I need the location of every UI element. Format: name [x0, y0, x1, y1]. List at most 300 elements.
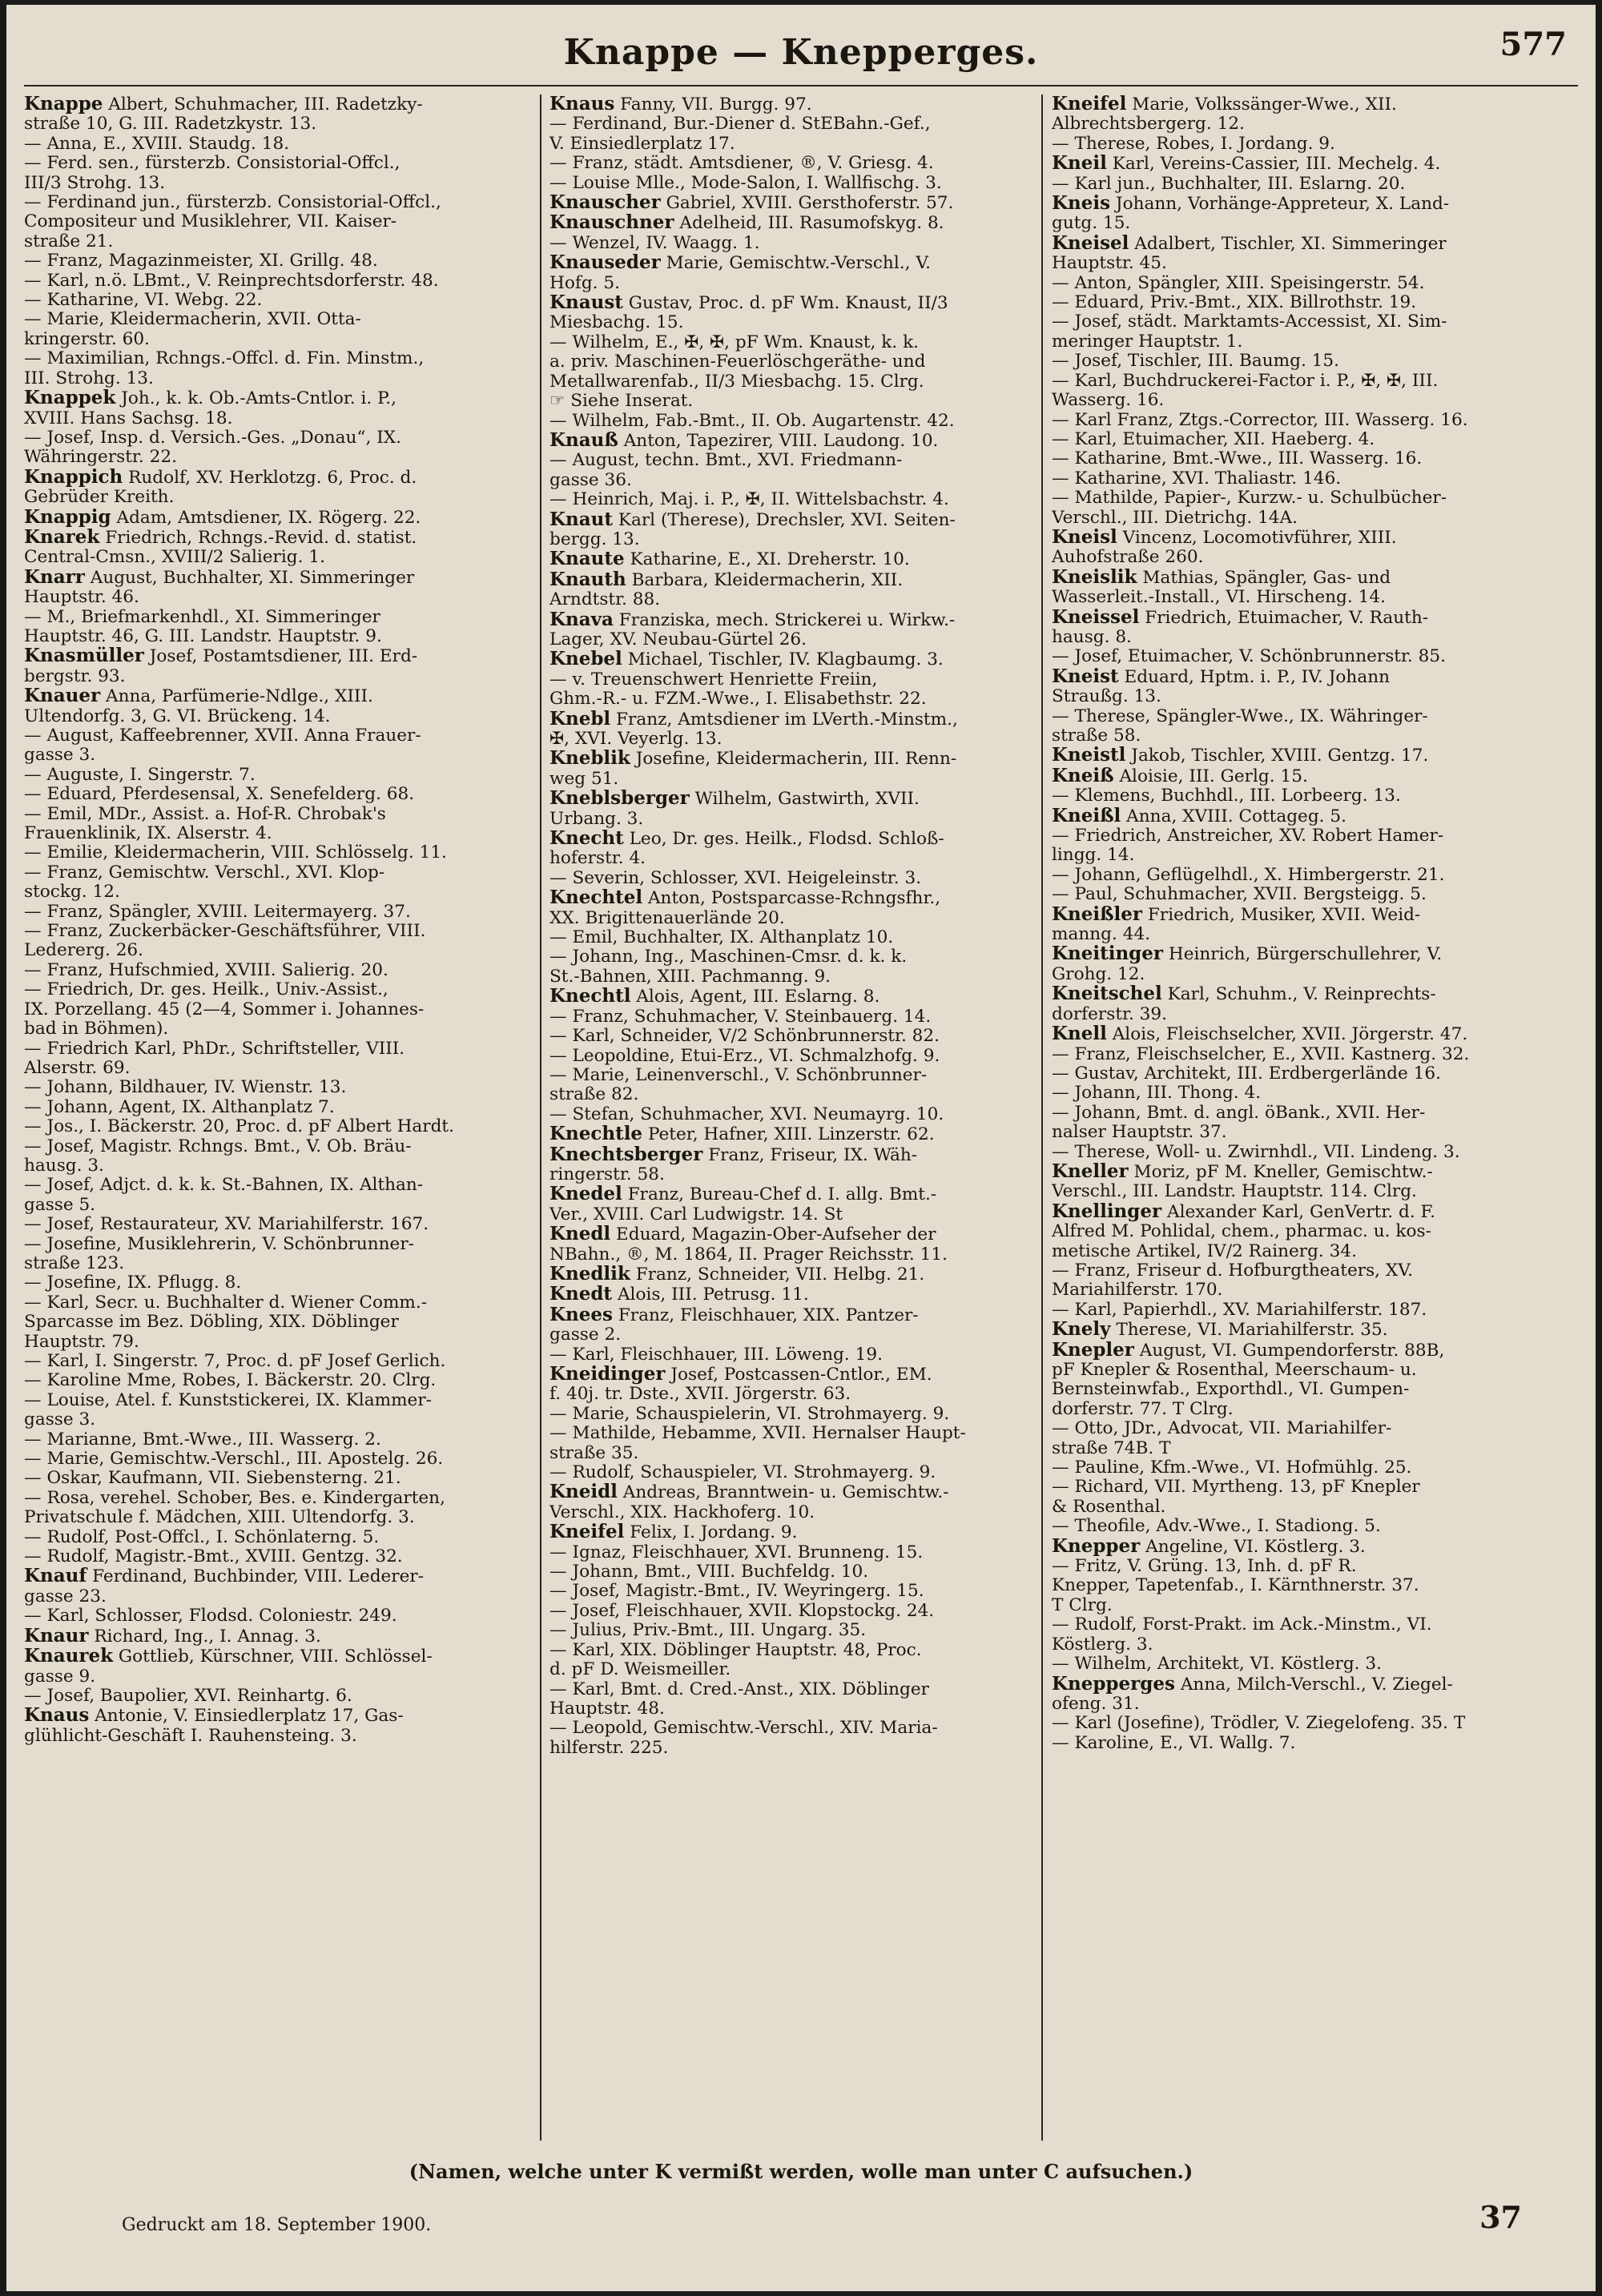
entry-line — [1052, 607, 1581, 628]
entry-line — [549, 729, 1051, 749]
entry-line — [549, 1424, 1051, 1444]
directory-entry — [549, 1305, 1054, 1345]
entry-text: — Friedrich, Anstreicher, XV. Robert Hamer- — [1052, 826, 1444, 846]
entry-text: hausg. 8. — [1052, 626, 1132, 647]
entry-text: Anna, Parfümerie-Ndlge., XIII. — [105, 686, 373, 707]
entry-line — [549, 133, 1051, 154]
entry-line — [549, 352, 1051, 372]
directory-entry — [549, 1405, 1054, 1424]
directory-entry — [549, 888, 1054, 928]
directory-entry — [1052, 154, 1584, 174]
entry-text: Ver., XVIII. Carl Ludwigstr. 14. St — [549, 1204, 843, 1224]
directory-entry — [24, 922, 529, 961]
entry-line — [549, 213, 1051, 234]
directory-entry — [549, 1184, 1054, 1224]
entry-surname: Knaute — [549, 549, 625, 570]
entry-surname: Kneiß — [1052, 766, 1114, 786]
entry-line — [1052, 293, 1581, 313]
entry-text: — Mathilde, Hebamme, XVII. Hernalser Haupt- — [549, 1424, 966, 1444]
entry-text: III. Strohg. 13. — [24, 368, 154, 388]
directory-entry — [549, 1224, 1054, 1265]
entry-text: Knepper, Tapetenfab., I. Kärnthnerstr. 37. — [1052, 1575, 1419, 1596]
directory-entry — [1052, 608, 1584, 648]
entry-line — [24, 251, 525, 271]
entry-line — [549, 1522, 1051, 1543]
entry-line — [549, 272, 1051, 293]
entry-line — [549, 1737, 1051, 1758]
directory-entry — [1052, 786, 1584, 806]
entry-line — [1052, 587, 1581, 608]
directory-entry — [1052, 469, 1584, 489]
entry-line — [1052, 1634, 1581, 1655]
entry-text: — Karl jun., Buchhalter, III. Eslarng. 20. — [1052, 174, 1406, 194]
entry-line — [1052, 626, 1581, 647]
directory-entry — [549, 1424, 1054, 1463]
directory-entry — [24, 766, 529, 785]
entry-text: — Josef, Restaurateur, XV. Mariahilferstr. 167. — [24, 1215, 429, 1235]
directory-entry — [24, 1078, 529, 1097]
entry-text: straße 35. — [549, 1442, 639, 1463]
entry-text: Felix, I. Jordang. 9. — [630, 1522, 798, 1543]
directory-entry — [1052, 885, 1584, 904]
entry-text: — Franz, Hufschmied, XVIII. Salierig. 20. — [24, 960, 388, 980]
entry-line — [549, 1285, 1051, 1305]
entry-line — [24, 507, 525, 528]
directory-entry — [24, 154, 529, 193]
entry-surname: Knasmüller — [24, 646, 144, 667]
entry-line — [24, 882, 525, 903]
directory-entry — [1052, 1615, 1584, 1655]
entry-line — [549, 689, 1051, 710]
entry-surname: Kneisl — [1052, 527, 1117, 548]
directory-entry — [24, 1528, 529, 1547]
entry-text: Sparcasse im Bez. Döbling, XIX. Döblinger — [24, 1312, 399, 1333]
entry-text: Josef, Postcassen-Cntlor., EM. — [670, 1365, 932, 1385]
entry-line — [24, 1527, 525, 1547]
entry-text: August, VI. Gumpendorferstr. 88B, — [1139, 1340, 1445, 1361]
entry-surname: Kneitschel — [1052, 984, 1162, 1005]
entry-line — [24, 665, 525, 686]
entry-line — [24, 527, 525, 548]
page-title: Knappe — Knepperges. — [563, 32, 1039, 73]
entry-line — [24, 1488, 525, 1508]
entry-text: — Rudolf, Post-Offcl., I. Schönlaterng. 5. — [24, 1527, 380, 1547]
directory-entry — [24, 726, 529, 766]
directory-entry — [24, 961, 529, 980]
directory-entry — [24, 508, 529, 528]
entry-text: Johann, Vorhänge-Appreteur, X. Land- — [1115, 194, 1450, 215]
directory-entry — [24, 349, 529, 388]
entry-text: Urbang. 3. — [549, 808, 644, 829]
entry-line — [1052, 1103, 1581, 1123]
entry-line — [1052, 1142, 1581, 1162]
entry-text: — Emil, Buchhalter, IX. Althanplatz 10. — [549, 928, 894, 948]
directory-entry — [1052, 1537, 1584, 1557]
entry-line — [1052, 1693, 1581, 1714]
entry-text: — Johann, Bildhauer, IV. Wienstr. 13. — [24, 1078, 347, 1098]
directory-entry — [1052, 94, 1584, 135]
entry-line — [24, 1176, 525, 1196]
entry-line — [1052, 1024, 1581, 1045]
entry-line — [1052, 1320, 1581, 1341]
entry-line — [549, 1325, 1051, 1345]
entry-text: Anton, Postsparcasse-Rchngsfhr., — [647, 888, 941, 909]
entry-line — [549, 1046, 1051, 1066]
directory-entry — [24, 1117, 529, 1136]
directory-entry — [1052, 194, 1584, 234]
entry-line — [24, 193, 525, 213]
directory-entry — [549, 1007, 1054, 1027]
entry-text: — Marie, Leinenverschl., V. Schönbrunner- — [549, 1065, 928, 1085]
entry-line — [549, 589, 1051, 610]
directory-entry — [549, 1562, 1054, 1582]
entry-line — [549, 1404, 1051, 1424]
directory-entry — [24, 686, 529, 726]
entry-line — [549, 509, 1051, 530]
directory-entry — [24, 1352, 529, 1371]
entry-text: Adelheid, III. Rasumofskyg. 8. — [679, 213, 944, 234]
entry-line — [549, 1065, 1051, 1085]
directory-entry — [1052, 489, 1584, 528]
entry-text: Wasserleit.-Install., VI. Hirscheng. 14. — [1052, 587, 1386, 608]
entry-text: — Fritz, V. Grüng. 13, Inh. d. pF R. — [1052, 1557, 1357, 1577]
directory-entry — [1052, 1045, 1584, 1064]
entry-surname: Kneller — [1052, 1161, 1129, 1182]
directory-entry — [24, 568, 529, 608]
directory-entry — [24, 1606, 529, 1626]
entry-text: III/3 Strohg. 13. — [24, 172, 166, 193]
directory-entry — [549, 431, 1054, 451]
directory-entry — [549, 1124, 1054, 1144]
entry-text: — Karoline Mme, Robes, I. Bäckerstr. 20. Clrg. — [24, 1371, 437, 1391]
entry-line — [549, 947, 1051, 967]
entry-surname: Knees — [549, 1305, 613, 1325]
entry-text: — Katharine, XVI. Thaliastr. 146. — [1052, 468, 1342, 489]
entry-text: — Anna, E., XVIII. Staudg. 18. — [24, 134, 290, 154]
column-divider — [540, 94, 541, 2141]
entry-text: — Josef, Insp. d. Versich.-Ges. „Donau“, IX. — [24, 428, 401, 448]
entry-text: gasse 3. — [24, 745, 96, 766]
directory-entry — [24, 1706, 529, 1746]
entry-line — [1052, 233, 1581, 254]
entry-text: Bernsteinwfab., Exporthdl., VI. Gumpen- — [1052, 1379, 1410, 1400]
entry-text: August, Buchhalter, XI. Simmeringer — [90, 567, 415, 588]
entry-line — [1052, 885, 1581, 905]
entry-line — [1052, 1615, 1581, 1635]
directory-entry — [24, 1430, 529, 1450]
directory-entry — [549, 1285, 1054, 1305]
entry-text: — Auguste, I. Singerstr. 7. — [24, 765, 256, 785]
entry-line — [1052, 1398, 1581, 1419]
directory-entry — [549, 213, 1054, 233]
entry-text: Anna, Milch-Verschl., V. Ziegel- — [1180, 1674, 1453, 1695]
entry-line — [549, 789, 1051, 810]
entry-line — [1052, 924, 1581, 945]
entry-line — [1052, 666, 1581, 687]
directory-entry — [1052, 944, 1584, 984]
entry-line — [1052, 1496, 1581, 1517]
entry-line — [24, 1390, 525, 1410]
entry-text: — Josef, Magistr. Rchngs. Bmt., V. Ob. Bräu- — [24, 1136, 412, 1156]
entry-text: dorferstr. 77. T Clrg. — [1052, 1398, 1234, 1419]
entry-text: Vincenz, Locomotivführer, XIII. — [1122, 527, 1397, 548]
directory-entry — [1052, 234, 1584, 274]
directory-entry — [24, 1566, 529, 1606]
entry-surname: Kneblik — [549, 749, 630, 770]
entry-text: — Oskar, Kaufmann, VII. Siebensterng. 21. — [24, 1469, 401, 1489]
entry-surname: Kneil — [1052, 154, 1107, 175]
entry-surname: Knappig — [24, 507, 111, 528]
entry-text: ✠, XVI. Veyerlg. 13. — [549, 729, 723, 749]
entry-surname: Knava — [549, 609, 614, 630]
entry-line — [24, 1293, 525, 1313]
entry-line — [549, 1204, 1051, 1224]
entry-text: Rudolf, XV. Herklotzg. 6, Proc. d. — [128, 467, 417, 488]
entry-line — [24, 1429, 525, 1450]
entry-text: ☞ Siehe Inserat. — [549, 392, 694, 412]
entry-surname: Knechtsberger — [549, 1144, 703, 1165]
entry-surname: Kneissel — [1052, 607, 1140, 628]
entry-line — [549, 293, 1051, 314]
entry-line — [549, 1719, 1051, 1739]
entry-text: Eduard, Hptm. i. P., IV. Johann — [1124, 666, 1391, 687]
entry-surname: Knaut — [549, 509, 613, 530]
entry-text: Auhofstraße 260. — [1052, 547, 1204, 568]
entry-line — [549, 1144, 1051, 1165]
entry-text: gasse 3. — [24, 1409, 96, 1430]
entry-text: — Franz, Spängler, XVIII. Leitermayerg. 37. — [24, 902, 411, 922]
directory-entry — [1052, 746, 1584, 766]
entry-text: Leo, Dr. ges. Heilk., Flodsd. Schloß- — [629, 829, 944, 850]
entry-text: Katharine, E., XI. Dreherstr. 10. — [630, 549, 910, 570]
entry-text: — Josef, Magistr.-Bmt., IV. Weyringerg. 15. — [549, 1582, 924, 1602]
entry-line — [549, 649, 1051, 670]
entry-line — [1052, 1161, 1581, 1182]
entry-line — [24, 1507, 525, 1528]
entry-surname: Knepper — [1052, 1536, 1141, 1557]
entry-text: gasse 2. — [549, 1325, 622, 1345]
page-number: 577 — [1499, 26, 1567, 63]
entry-line — [1052, 1122, 1581, 1143]
entry-text: — Katharine, VI. Webg. 22. — [24, 291, 263, 311]
entry-line — [549, 1007, 1051, 1027]
entry-text: Michael, Tischler, IV. Klagbaumg. 3. — [627, 649, 944, 670]
entry-line — [24, 467, 525, 488]
entry-text: — Karl, Bmt. d. Cred.-Anst., XIX. Döblinger — [549, 1679, 929, 1699]
directory-entry — [24, 1469, 529, 1488]
entry-line — [1052, 213, 1581, 234]
entry-text: ringerstr. 58. — [549, 1164, 665, 1184]
entry-surname: Knauß — [549, 430, 618, 451]
entry-text: pF Knepler & Rosenthal, Meerschaum- u. — [1052, 1360, 1417, 1380]
directory-entry — [549, 987, 1054, 1007]
entry-text: a. priv. Maschinen-Feuerlöschgeräthe- und — [549, 352, 926, 372]
directory-entry — [1052, 647, 1584, 666]
entry-text: — Friedrich Karl, PhDr., Schriftsteller, VIII. — [24, 1039, 405, 1059]
entry-surname: Knauer — [24, 686, 101, 707]
entry-text: — Severin, Schlosser, XVI. Heigeleinstr. 3. — [549, 868, 922, 888]
directory-entry — [1052, 1024, 1584, 1044]
entry-line — [1052, 134, 1581, 154]
entry-text: — Johann, Ing., Maschinen-Cmsr. d. k. k. — [549, 947, 908, 967]
entry-line — [1052, 527, 1581, 548]
directory-entry — [549, 570, 1054, 610]
entry-text: — Josefine, IX. Pflugg. 8. — [24, 1273, 242, 1293]
entry-line — [549, 1502, 1051, 1522]
directory-entry — [1052, 826, 1584, 866]
directory-entry — [24, 310, 529, 349]
entry-line — [24, 1312, 525, 1333]
directory-entry — [24, 1489, 529, 1528]
entry-text: — Louise Mlle., Mode-Salon, I. Wallfischg. 3. — [549, 173, 942, 193]
entry-line — [549, 1582, 1051, 1602]
directory-entry — [24, 135, 529, 154]
entry-line — [1052, 547, 1581, 568]
entry-line — [1052, 1064, 1581, 1084]
entry-line — [549, 549, 1051, 570]
entry-text: — Karl, Schneider, V/2 Schönbrunnerstr. 82. — [549, 1027, 940, 1047]
entry-line — [24, 271, 525, 291]
entry-text: — Karl, I. Singerstr. 7, Proc. d. pF Josef Gerlich. — [24, 1352, 446, 1371]
entry-text: Joh., k. k. Ob.-Amts-Cntlor. i. P., — [121, 388, 397, 409]
entry-line — [24, 625, 525, 646]
entry-text: — Rosa, verehel. Schober, Bes. e. Kindergarten, — [24, 1488, 445, 1508]
entry-line — [549, 629, 1051, 649]
entry-text: — Franz, Fleischselcher, E., XVII. Kastnerg. 32. — [1052, 1044, 1470, 1064]
entry-line — [1052, 371, 1581, 391]
directory-entry — [24, 193, 529, 251]
directory-entry — [549, 928, 1054, 947]
entry-text: — Ferdinand jun., fürsterzb. Consistorial-Offcl., — [24, 193, 441, 213]
directory-entry — [24, 251, 529, 271]
entry-text: Alois, Fleischselcher, XVII. Jörgerstr. 47. — [1112, 1024, 1468, 1045]
entry-text: lingg. 14. — [1052, 845, 1135, 866]
entry-text: — Johann, Bmt. d. angl. öBank., XVII. Her- — [1052, 1103, 1426, 1123]
entry-line — [24, 726, 525, 746]
entry-text: Central-Cmsn., XVIII/2 Salierig. 1. — [24, 547, 325, 568]
entry-text: Angeline, VI. Köstlerg. 3. — [1145, 1536, 1366, 1557]
directory-entry — [549, 1582, 1054, 1601]
entry-text: straße 21. — [24, 231, 114, 251]
entry-text: — Rudolf, Schauspieler, VI. Strohmayerg. 9. — [549, 1463, 936, 1483]
directory-entry — [549, 174, 1054, 193]
entry-line — [549, 1463, 1051, 1483]
directory-entry — [549, 1265, 1054, 1285]
entry-text: — Karl, Etuimacher, XII. Haeberg. 4. — [1052, 429, 1375, 449]
entry-line — [1052, 489, 1581, 509]
entry-line — [1052, 507, 1581, 528]
entry-line — [1052, 1655, 1581, 1675]
entry-line — [1052, 706, 1581, 726]
entry-text: Moriz, pF M. Kneller, Gemischtw.- — [1133, 1161, 1433, 1182]
entry-text: gasse 36. — [549, 469, 632, 490]
entry-line — [549, 154, 1051, 174]
entry-line — [24, 940, 525, 961]
entry-text: Alserstr. 69. — [24, 1057, 131, 1078]
entry-line — [549, 569, 1051, 590]
entry-line — [549, 609, 1051, 630]
entry-line — [1052, 429, 1581, 449]
entry-text: Hauptstr. 48. — [549, 1698, 665, 1719]
entry-line — [1052, 1557, 1581, 1577]
entry-line — [24, 1626, 525, 1647]
entry-text: Eduard, Magazin-Ober-Aufseher der — [616, 1224, 936, 1245]
entry-text: — Therese, Woll- u. Zwirnhdl., VII. Lindeng. 3. — [1052, 1142, 1460, 1162]
entry-surname: Knarr — [24, 567, 85, 588]
entry-line — [1052, 1261, 1581, 1281]
entry-line — [24, 1155, 525, 1176]
entry-text: — Karl, XIX. Döblinger Hauptstr. 48, Proc. — [549, 1640, 922, 1660]
entry-line — [549, 253, 1051, 274]
directory-entry — [24, 1215, 529, 1234]
entry-text: — Ferd. sen., fürsterzb. Consistorial-Offcl., — [24, 154, 400, 174]
entry-text: Verschl., III. Dietrichg. 14A. — [1052, 507, 1298, 528]
footer-note: (Namen, welche unter K vermißt werden, wolle man unter C aufsuchen.) — [409, 2160, 1193, 2183]
entry-line — [24, 447, 525, 468]
entry-text: T Clrg. — [1052, 1594, 1113, 1615]
directory-entry — [1052, 1458, 1584, 1478]
entry-line — [24, 1606, 525, 1627]
directory-entry — [549, 1680, 1054, 1719]
entry-text: — Pauline, Kfm.-Wwe., VI. Hofmühlg. 25. — [1052, 1458, 1412, 1478]
directory-entry — [24, 1627, 529, 1647]
entry-text: straße 10, G. III. Radetzkystr. 13. — [24, 114, 317, 135]
directory-entry — [549, 670, 1054, 710]
entry-text: — Johann, III. Thong. 4. — [1052, 1084, 1262, 1104]
entry-line — [24, 1253, 525, 1273]
entry-line — [24, 980, 525, 1000]
entry-text: weg 51. — [549, 768, 619, 789]
entry-line — [549, 1562, 1051, 1582]
entry-text: Marie, Gemischtw.-Verschl., V. — [666, 253, 932, 274]
entry-text: Friedrich, Etuimacher, V. Rauth- — [1145, 607, 1429, 628]
directory-entry — [1052, 372, 1584, 411]
entry-text: Aloisie, III. Gerlg. 15. — [1119, 766, 1308, 786]
entry-line — [1052, 786, 1581, 806]
entry-text: Anna, XVIII. Cottageg. 5. — [1126, 806, 1346, 826]
entry-text: Karl, Vereins-Cassier, III. Mechelg. 4. — [1112, 154, 1441, 175]
entry-text: Verschl., III. Landstr. Hauptstr. 114. Clrg. — [1052, 1181, 1417, 1202]
entry-line — [549, 1679, 1051, 1699]
entry-text: Albrechtsbergerg. 12. — [1052, 114, 1245, 135]
entry-text: XVIII. Hans Sachsg. 18. — [24, 408, 233, 428]
entry-text: — Karoline, E., VI. Wallg. 7. — [1052, 1733, 1296, 1753]
entry-text: — August, Kaffeebrenner, XVII. Anna Frauer- — [24, 726, 421, 746]
entry-line — [24, 1666, 525, 1687]
entry-line — [549, 1542, 1051, 1562]
directory-entry — [24, 291, 529, 310]
entry-surname: Kneisel — [1052, 233, 1129, 254]
directory-entry — [1052, 135, 1584, 154]
directory-entry — [549, 710, 1054, 750]
entry-line — [549, 1224, 1051, 1245]
entry-line — [24, 368, 525, 388]
directory-entry — [549, 1641, 1054, 1680]
entry-text: Franz, Schneider, VII. Helbg. 21. — [635, 1264, 925, 1285]
directory-entry — [1052, 1301, 1584, 1320]
entry-text: Grohg. 12. — [1052, 963, 1145, 984]
entry-text: Franziska, mech. Strickerei u. Wirkw.- — [618, 609, 956, 630]
entry-surname: Kneißler — [1052, 904, 1143, 925]
print-date: Gedruckt am 18. September 1900. — [122, 2215, 432, 2235]
directory-entry — [24, 805, 529, 844]
entry-line — [1052, 1674, 1581, 1695]
entry-surname: Kneistl — [1052, 746, 1126, 766]
entry-surname: Knechtle — [549, 1124, 643, 1145]
directory-entry — [1052, 1104, 1584, 1143]
entry-text: hausg. 3. — [24, 1155, 104, 1176]
entry-text: — Josef, städt. Marktamts-Accessist, XI. Sim- — [1052, 312, 1447, 332]
